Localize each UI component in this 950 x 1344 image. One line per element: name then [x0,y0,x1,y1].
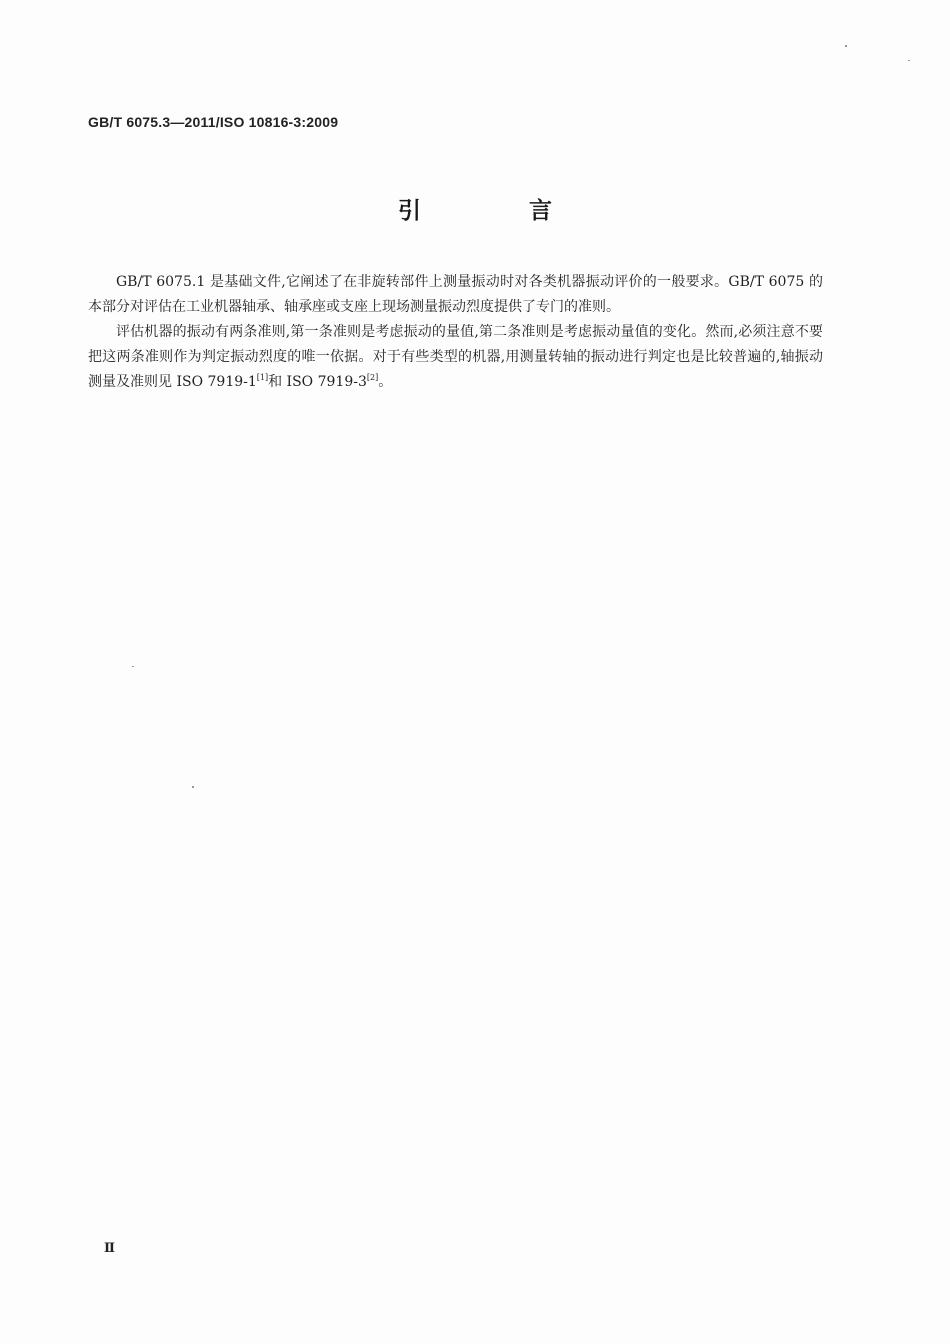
standard-number-header: GB/T 6075.3—2011/ISO 10816-3:2009 [88,114,339,130]
body-text [88,270,823,395]
scan-speck [908,60,910,61]
scan-speck [132,666,134,667]
scan-speck [845,45,847,47]
paragraph-1: GB/T 6075.1 是基础文件,它阐述了在非旋转部件上测量振动时对各类机器振动评价的一般要求。GB/T 6075 的本部分对评估在工业机器轴承、轴承座或支座上现场测量振动烈度提供了专门的准则。 [88,274,823,315]
reference-1: [1] [256,373,269,382]
page-number: Ⅱ [104,1241,115,1256]
paragraph-2-text-end: 。 [378,374,393,390]
scan-speck [192,786,194,788]
paragraph-2 [88,320,823,395]
page-title: 引 言 [397,198,602,224]
paragraph-2-text: 评估机器的振动有两条准则,第一条准则是考虑振动的量值,第二条准则是考虑振动量值的变化。然而,必须注意不要把这两条准则作为判定振动烈度的唯一依据。对于有些类型的机器,用测量转轴的振动进行判定也是比较普遍的,轴振动测量及准则见 ISO 7919-1 [88,324,823,390]
paragraph-2-text-middle: 和 ISO 7919-3 [268,374,367,390]
reference-2: [2] [366,373,379,382]
